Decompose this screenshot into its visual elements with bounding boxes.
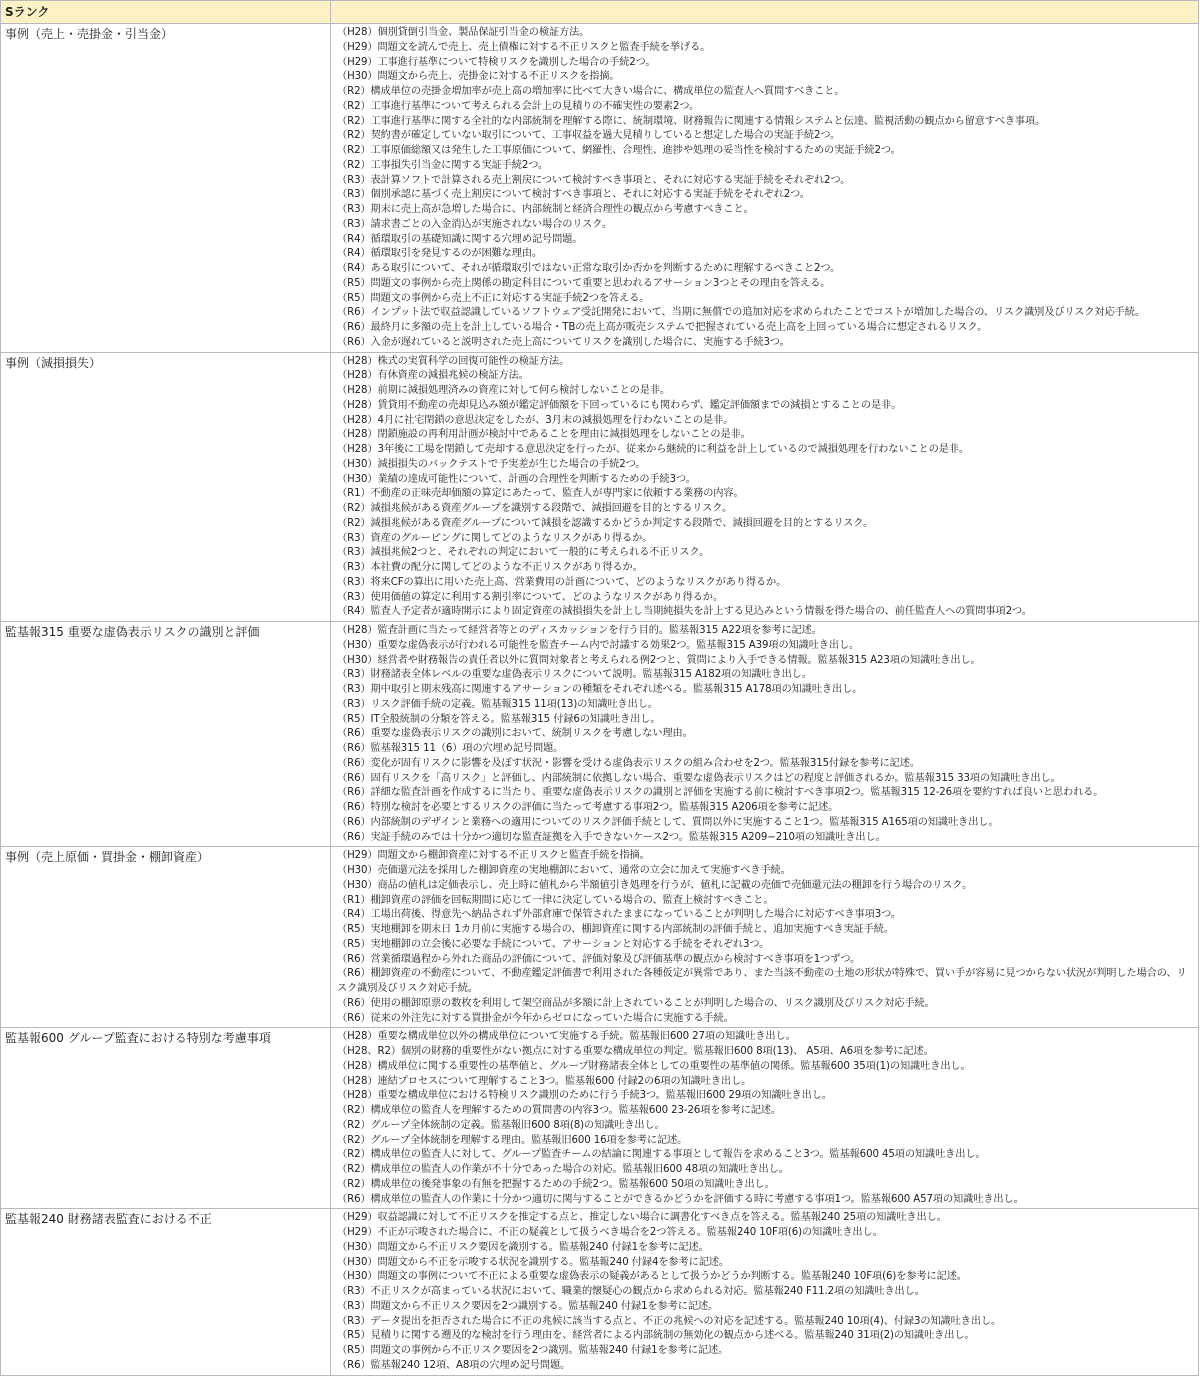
list-item: （R6）特別な検討を必要とするリスクの評価に当たって考慮する事項2つ。監基報315 A206項を参考に記述。	[337, 802, 839, 813]
list-item: （H30）経営者や財務報告の責任者以外に質問対象者と考えられる例2つと、質問により入手できる情報。監基報315 A23項の知識吐き出し。	[337, 654, 981, 666]
list-item: （R3）請求書ごとの入金消込が実施されない場合のリスク。	[337, 218, 613, 230]
list-item: （H30）問題文から不正リスク要因を識別する。監基報240 付録1を参考に記述。	[337, 1241, 709, 1253]
list-item: （H29）工事進行基準について特検リスクを識別した場合の手続2つ。	[337, 56, 656, 68]
list-item: （R2）構成単位の監査人の作業が不十分であった場合の対応。監基報旧600 48項の知識吐き出し。	[337, 1164, 789, 1175]
list-item: （R2）グループ全体統制を理解する理由。監基報旧600 16項を参考に記述。	[337, 1134, 688, 1146]
list-item: （H28）監査計画に当たって経営者等とのディスカッションを行う目的。監基報315 A22項を参考に記述。	[337, 625, 822, 636]
list-item: （R2）減損兆候がある資産グループを識別する段階で、減損回避を目的とするリスク。	[337, 503, 733, 514]
list-item: （R4）循環取引の基礎知識に関する穴埋め記号問題。	[337, 233, 583, 245]
list-item: （H30）減損損失のバックテストで予実差が生じた場合の手続2つ。	[337, 458, 646, 470]
list-item: （R6）営業循環過程から外れた商品の評価について、評価対象及び評価基準の観点から検討すべき事項を1つずつ。	[337, 953, 861, 965]
list-item: （R3）将来CFの算出に用いた売上高、営業費用の計画について、どのようなリスクがあり得るか。	[337, 576, 787, 588]
list-item: （H30）業績の達成可能性について、計画の合理性を判断するための手続3つ。	[337, 473, 696, 485]
list-item: （R2）工事進行基準に関する全社的な内部統制を理解する際に、統制環境、財務報告に関連する情報システムと伝達、監視活動の観点から留意すべき事項。	[337, 115, 1046, 127]
items-cell	[331, 1209, 1199, 1374]
list-item: （R6）監基報315 11（6）項の穴埋め記号問題。	[337, 743, 564, 754]
list-item: （R3）減損兆候2つと、それぞれの判定において一般的に考えられる不正リスク。	[337, 547, 710, 559]
list-item: （H28）連結プロセスについて理解すること3つ。監基報600 付録2の6項の知識吐き出し。	[337, 1075, 752, 1087]
list-item: （R6）固有リスクを「高リスク」と評価し、内部統制に依拠しない場合、重要な虚偽表示リスクはどの程度と評価されるか。監基報315 33項の知識吐き出し。	[337, 772, 1061, 784]
category-cell: 事例（売上・売掛金・引当金）	[1, 24, 331, 352]
list-item: （H29）不正が示唆された場合に、不正の疑義として扱うべき場合を2つ答える。監基報240 10F項(6)の知識吐き出し。	[337, 1227, 883, 1238]
list-item: （R6）重要な虚偽表示リスクの識別において、統制リスクを考慮しない理由。	[337, 728, 693, 740]
category-cell: 監基報240 財務諸表監査における不正	[1, 1209, 331, 1374]
table-row	[1, 1028, 1199, 1209]
list-item: （R2）構成単位の後発事象の有無を把握するための手続2つ。監基報600 50項の知識吐き出し。	[337, 1178, 775, 1190]
list-item: （H28）前期に減損処理済みの資産に対して何ら検討しないことの是非。	[337, 385, 671, 396]
list-item: （R4）循環取引を発見するのが困難な理由。	[337, 248, 543, 260]
list-item: （R6）変化が固有リスクに影響を及ぼす状況・影響を受ける虚偽表示リスクの組み合わせを2つ。監基報315付録を参考に記述。	[337, 757, 920, 769]
list-item: （H28）閉鎖施設の再利用計画が検討中であることを理由に減損処理をしないことの是非。	[337, 429, 751, 441]
items-cell	[331, 353, 1199, 622]
list-item: （R3）資産のグルーピングに関してどのようなリスクがあり得るか。	[337, 532, 653, 544]
list-item: （R2）構成単位の監査人を理解するための質問書の内容3つ。監基報600 23-26項を参考に記述。	[337, 1105, 781, 1116]
list-item: （R2）工事原価総額又は発生した工事原価について、網羅性、合理性、進捗や処理の妥当性を検討するための実証手続2つ。	[337, 145, 901, 156]
items-cell	[331, 24, 1199, 352]
list-item: （R2）構成単位の監査人に対して、グループ監査チームの結論に関連する事項として報告を求めること3つ。監基報600 45項の知識吐き出し。	[337, 1149, 986, 1161]
list-item: （R3）問題文から不正リスク要因を2つ識別する。監基報240 付録1を参考に記述。	[337, 1300, 719, 1312]
table-row	[1, 1209, 1199, 1375]
list-item: （R3）表計算ソフトで計算される売上割戻について検討すべき事項と、それに対応する実証手続をそれぞれ2つ。	[337, 174, 851, 186]
category-cell: 事例（減損損失）	[1, 353, 331, 622]
list-item: （R3）期末に売上高が急増した場合に、内部統制と経済合理性の観点から考慮すべきこと。	[337, 204, 754, 215]
list-item: （R6）最終月に多額の売上を計上している場合・TBの売上高が販売システムで把握されている売上高を上回っている場合に想定されるリスク。	[337, 322, 988, 333]
list-item: （R3）期中取引と期末残高に関連するアサーションの種類をそれぞれ述べる。監基報315 A178項の知識吐き出し。	[337, 684, 863, 695]
list-item: （H28）構成単位に関する重要性の基準値と、グループ財務諸表全体としての重要性の基準値の関係。監基報600 35項(1)の知識吐き出し。	[337, 1060, 971, 1072]
list-item: （R3）リスク評価手続の定義。監基報315 11項(13)の知識吐き出し。	[337, 698, 658, 710]
list-item: （H28）3年後に工場を閉鎖して売却する意思決定を行ったが、従来から継続的に利益を計上しているので減損処理を行わないことの是非。	[337, 444, 969, 455]
list-item: （H30）商品の値札は定価表示し、売上時に値札から半額値引き処理を行うが、値札に記載の売価で売価還元法の棚卸を行う場合のリスク。	[337, 879, 973, 891]
table-row	[1, 847, 1199, 1028]
items-cell	[331, 1028, 1199, 1208]
category-cell: 事例（売上原価・買掛金・棚卸資産）	[1, 847, 331, 1027]
list-item: （R6）内部統制のデザインと業務への適用についてのリスク評価手続として、質問以外に実施すること1つ。監基報315 A165項の知識吐き出し。	[337, 816, 999, 828]
table-row	[1, 353, 1199, 623]
category-cell: 監基報315 重要な虚偽表示リスクの識別と評価	[1, 622, 331, 846]
list-item: （H29）問題文を読んで売上、売上債権に対する不正リスクと監査手続を挙げる。	[337, 41, 711, 53]
list-item: （R6）棚卸資産の不動産について、不動産鑑定評価書で利用された各種仮定が異常であり、また当該不動産の土地の形状が特殊で、買い手が容易に見つからない状況が判明した場合の、リスク識別及びリスク対応手続。	[337, 968, 1187, 994]
list-item: （R5）IT全般統制の分類を答える。監基報315 付録6の知識吐き出し。	[337, 713, 661, 725]
list-item: （H28）重要な構成単位以外の構成単位について実施する手続。監基報旧600 27項の知識吐き出し。	[337, 1031, 796, 1043]
list-item: （R3）データ提出を拒否された場合に不正の兆候に該当する点と、不正の兆候への対応を記述する。監基報240 10項(4)、付録3の知識吐き出し。	[337, 1315, 1002, 1327]
list-item: （H28）株式の実質科学の回復可能性の検証方法。	[337, 355, 570, 367]
list-item: （R6）構成単位の監査人の作業に十分かつ適切に関与することができるかどうかを評価する時に考慮する事項1つ。監基報600 A57項の知識吐き出し。	[337, 1193, 1024, 1205]
list-item: （R3）個別承認に基づく売上割戻について検討すべき事項と、それに対応する実証手続をそれぞれ2つ。	[337, 189, 810, 201]
list-item: （H30）問題文から売上、売掛金に対する不正リスクを指摘。	[337, 71, 620, 83]
table-header	[1, 1, 1199, 24]
items-cell	[331, 847, 1199, 1027]
list-item: （R5）実地棚卸を期末日 1カ月前に実施する場合の、棚卸資産に関する内部統制の評価手続と、追加実施すべき実証手続。	[337, 924, 894, 935]
list-item: （R3）本社費の配分に関してどのような不正リスクがあり得るか。	[337, 562, 643, 573]
list-item: （R5）見積りに関する遡及的な検討を行う理由を、経営者による内部統制の無効化の観点から述べる。監基報240 31項(2)の知識吐き出し。	[337, 1330, 975, 1342]
list-item: （R6）インプット法で収益認識しているソフトウェア受託開発において、当期に無償での追加対応を求められたことでコストが増加した場合の、リスク識別及びリスク対応手続。	[337, 307, 1145, 319]
list-item: （H30）問題文から不正を示唆する状況を識別する。監基報240 付録4を参考に記述。	[337, 1256, 729, 1268]
list-item: （R5）実地棚卸の立会後に必要な手続について、アサーションと対応する手続をそれぞれ3つ。	[337, 938, 770, 950]
list-item: （H28）個別貸倒引当金、製品保証引当金の検証方法。	[337, 27, 590, 38]
list-item: （R6）監基報240 12項、A8項の穴埋め記号問題。	[337, 1359, 571, 1371]
list-item: （R1）不動産の正味売却価額の算定にあたって、監査人が専門家に依頼する業務の内容。	[337, 488, 744, 500]
list-item: （H28）重要な構成単位における特検リスク識別のために行う手続3つ。監基報旧600 29項の知識吐き出し。	[337, 1090, 832, 1102]
list-item: （H30）問題文の事例について不正による重要な虚偽表示の疑義があるとして扱うかどうか判断する。監基報240 10F項(6)を参考に記述。	[337, 1271, 967, 1283]
list-item: （H29）問題文から棚卸資産に対する不正リスクと監査手続を指摘。	[337, 850, 650, 862]
list-item: （H30）重要な虚偽表示が行われる可能性を監査チーム内で討議する効果2つ。監基報315 A39項の知識吐き出し。	[337, 639, 860, 651]
list-item: （R6）従来の外注先に対する買掛金が今年からゼロになっていた場合に実施する手続。	[337, 1012, 734, 1024]
list-item: （R3）使用価値の算定に利用する割引率について、どのようなリスクがあり得るか。	[337, 591, 723, 603]
list-item: （H28）有休資産の減損兆候の検証方法。	[337, 370, 529, 382]
rank-title: Sランク	[1, 1, 331, 23]
category-cell: 監基報600 グループ監査における特別な考慮事項	[1, 1028, 331, 1208]
list-item: （H28）賃貸用不動産の売却見込み額が鑑定評価額を下回っているにも関わらず、鑑定評価額までの減損とすることの是非。	[337, 399, 902, 411]
header-empty-cell	[331, 1, 1199, 23]
list-item: （R1）棚卸資産の評価を回転期間に応じて一律に決定している場合の、監査上検討すべきこと。	[337, 894, 774, 906]
items-cell	[331, 622, 1199, 846]
list-item: （R5）問題文の事例から不正リスク要因を2つ識別。監基報240 付録1を参考に記述。	[337, 1345, 729, 1356]
list-item: （R6）実証手続のみでは十分かつ適切な監査証拠を入手できないケース2つ。監基報315 A209−210項の知識吐き出し。	[337, 831, 886, 843]
list-item: （R5）問題文の事例から売上不正に対応する実証手続2つを答える。	[337, 292, 650, 304]
list-item: （R2）工事損失引当金に関する実証手続2つ。	[337, 159, 548, 171]
list-item: （R6）入金が遅れていると説明された売上高についてリスクを識別した場合に、実施する手続3つ。	[337, 336, 790, 348]
list-item: （R2）契約書が確定していない取引について、工事収益を過大見積りしていると想定した場合の実証手続2つ。	[337, 130, 841, 142]
list-item: （R5）問題文の事例から売上関係の勘定科目について重要と思われるアサーション3つとその理由を答える。	[337, 277, 831, 289]
list-item: （H28）4月に社宅閉鎖の意思決定をしたが、3月末の減損処理を行わないことの是非。	[337, 414, 734, 426]
list-item: （R2）工事進行基準について考えられる会計上の見積りの不確実性の要素2つ。	[337, 100, 700, 112]
list-item: （R4）監査人予定者が適時開示により固定資産の減損損失を計上し当期純損失を計上する見込みという情報を得た場合の、前任監査人への質問事項2つ。	[337, 606, 1032, 618]
list-item: （R2）減損兆候がある資産グループについて減損を認識するかどうか判定する段階で、減損回避を目的とするリスク。	[337, 517, 874, 529]
list-item: （R2）グループ全体統制の定義。監基報旧600 8項(8)の知識吐き出し。	[337, 1119, 665, 1131]
list-item: （H29）収益認識に対して不正リスクを推定する点と、推定しない場合に調書化すべき点を答える。監基報240 25項の知識吐き出し。	[337, 1212, 947, 1224]
list-item: （R4）工場出荷後、得意先へ納品されず外部倉庫で保管されたままになっていることが判明した場合に対応すべき事項3つ。	[337, 909, 901, 921]
table-row	[1, 622, 1199, 847]
list-item: （R2）構成単位の売掛金増加率が売上高の増加率に比べて大きい場合に、構成単位の監査人へ質問すべきこと。	[337, 86, 845, 97]
list-item: （H30）売価還元法を採用した棚卸資産の実地棚卸において、通常の立会に加えて実施すべき手続。	[337, 865, 791, 876]
list-item: （R3）不正リスクが高まっている状況において、職業的懐疑心の観点から求められる対応。監基報240 F11.2項の知識吐き出し。	[337, 1286, 925, 1297]
list-item: （R6）使用の棚卸原票の数枚を利用して架空商品が多額に計上されていることが判明した場合の、リスク識別及びリスク対応手続。	[337, 997, 935, 1009]
list-item: （R6）詳細な監査計画を作成するに当たり、重要な虚偽表示リスクの識別と評価を実施する前に検討すべき事項2つ。監基報315 12-26項を要約すれば良いと思われる。	[337, 787, 1104, 799]
table-row	[1, 24, 1199, 353]
list-item: （H28、R2）個別の財務的重要性がない拠点に対する重要な構成単位の判定。監基報旧600 8項(13)、 A5項、A6項を参考に記述。	[337, 1046, 934, 1057]
list-item: （R3）財務諸表全体レベルの重要な虚偽表示リスクについて説明。監基報315 A182項の知識吐き出し。	[337, 669, 812, 681]
list-item: （R4）ある取引について、それが循環取引ではない正常な取引か否かを判断するために理解するべきこと2つ。	[337, 263, 841, 274]
